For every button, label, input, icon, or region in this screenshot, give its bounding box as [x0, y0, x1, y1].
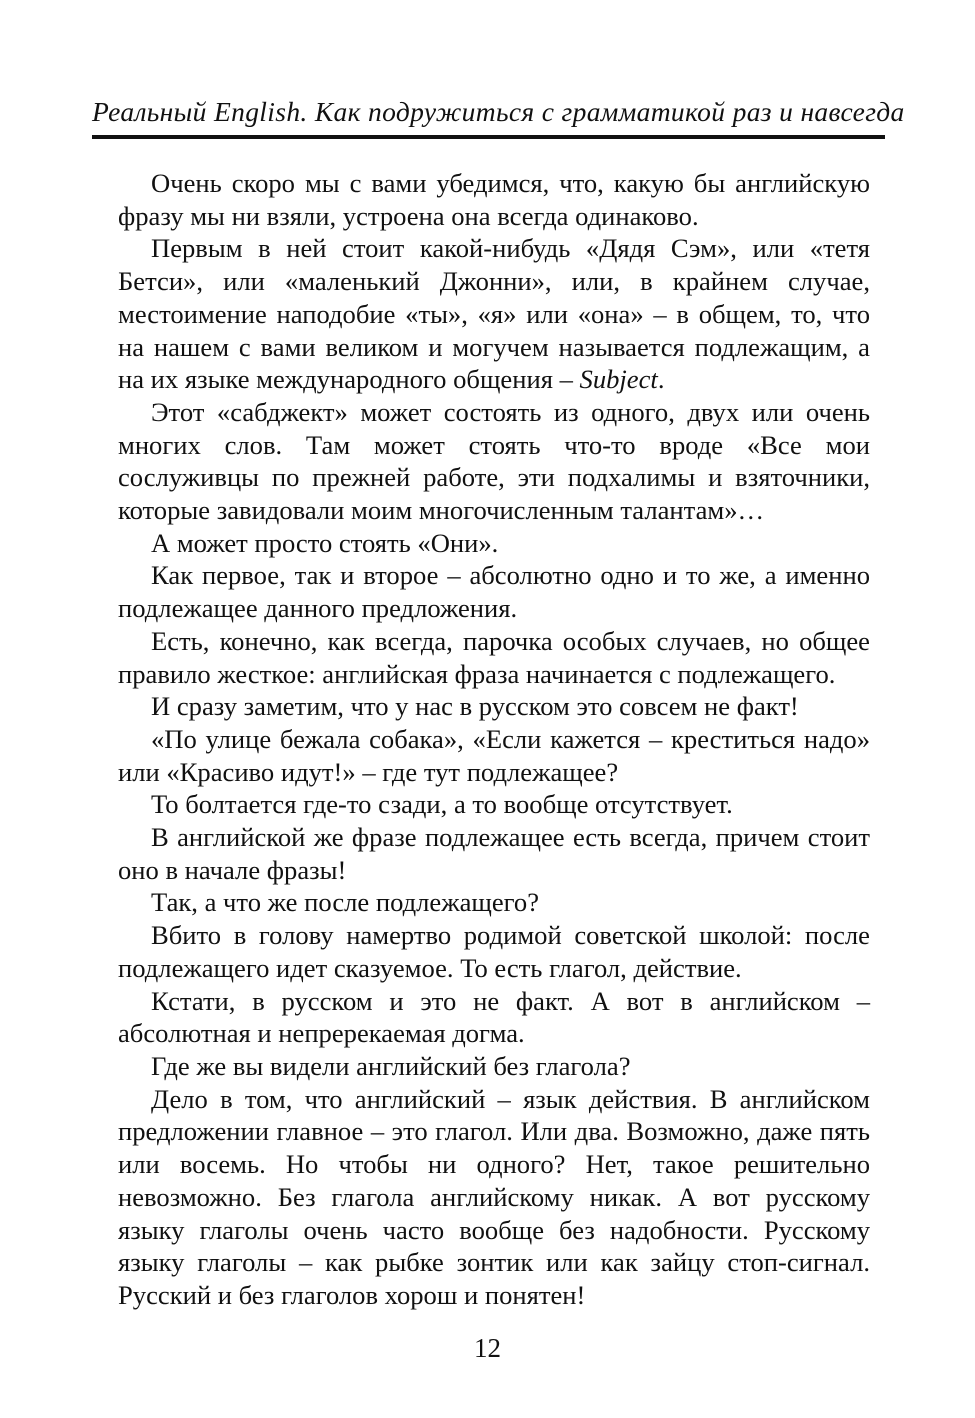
page-body: [118, 167, 870, 1312]
paragraph: В английской же фразе подлежащее есть всегда, причем стоит оно в начале фразы!: [118, 822, 870, 885]
running-header: Реальный English. Как подружиться с грамматикой раз и навсегда: [92, 96, 905, 127]
paragraph: Очень скоро мы с вами убедимся, что, какую бы английскую фразу мы ни взяли, устроена она всегда одинаково.: [118, 168, 870, 231]
header-rule: [92, 135, 885, 139]
paragraph: Дело в том, что английский – язык действия. В английском предложении главное – это глагол. Или два. Возможно, даже пять или восемь. Но чтобы ни одного? Нет, такое решительно невозможно. Без глагола английскому никак. А вот русскому языку глаголы очень часто вообще без надобности. Русскому языку глаголы – как рыбке зонтик или как зайцу стоп-сигнал. Русский и без глаголов хорош и понятен!: [118, 1083, 870, 1310]
paragraph: То болтается где-то сзади, а то вообще отсутствует.: [151, 789, 733, 820]
page-number: 12: [474, 1333, 501, 1363]
paragraph: [118, 232, 870, 396]
paragraph: И сразу заметим, что у нас в русском это совсем не факт!: [151, 691, 799, 722]
paragraph: Как первое, так и второе – абсолютно одно и то же, а именно подлежащее данного предложения.: [118, 560, 870, 624]
paragraph: А может просто стоять «Они».: [151, 527, 499, 558]
paragraph: «По улице бежала собака», «Если кажется – креститься надо» или «Красиво идут!» – где тут подлежащее?: [118, 723, 870, 787]
paragraph-ending: .: [657, 364, 665, 395]
paragraph: Кстати, в русском и это не факт. А вот в английском – абсолютная и непререкаемая догма.: [118, 985, 870, 1049]
paragraph: Вбито в голову намертво родимой советской школой: после подлежащего идет сказуемое. То есть глагол, действие.: [118, 920, 870, 983]
emphasized-term: Subject: [579, 364, 658, 395]
paragraph: Есть, конечно, как всегда, парочка особых случаев, но общее правило жесткое: английская фраза начинается с подлежащего.: [118, 625, 870, 689]
paragraph-text: Первым в ней стоит какой-нибудь «Дядя Сэм», или «тетя Бетси», или «маленький Джонни», или, в крайнем случае, местоимение наподобие «ты», «я» или «она» – в общем, то, что на нашем с вами великом и могучем называется подлежащим, а на их языке международного общения –: [118, 233, 870, 395]
paragraph: Где же вы видели английский без глагола?: [151, 1050, 631, 1081]
paragraph: Так, а что же после подлежащего?: [151, 887, 540, 918]
paragraph: Этот «сабджект» может состоять из одного, двух или очень многих слов. Там может стоять что-то вроде «Все мои сослуживцы по прежней работе, эти подхалимы и взяточники, которые завидовали моим многочисленным талантам»…: [118, 396, 870, 526]
